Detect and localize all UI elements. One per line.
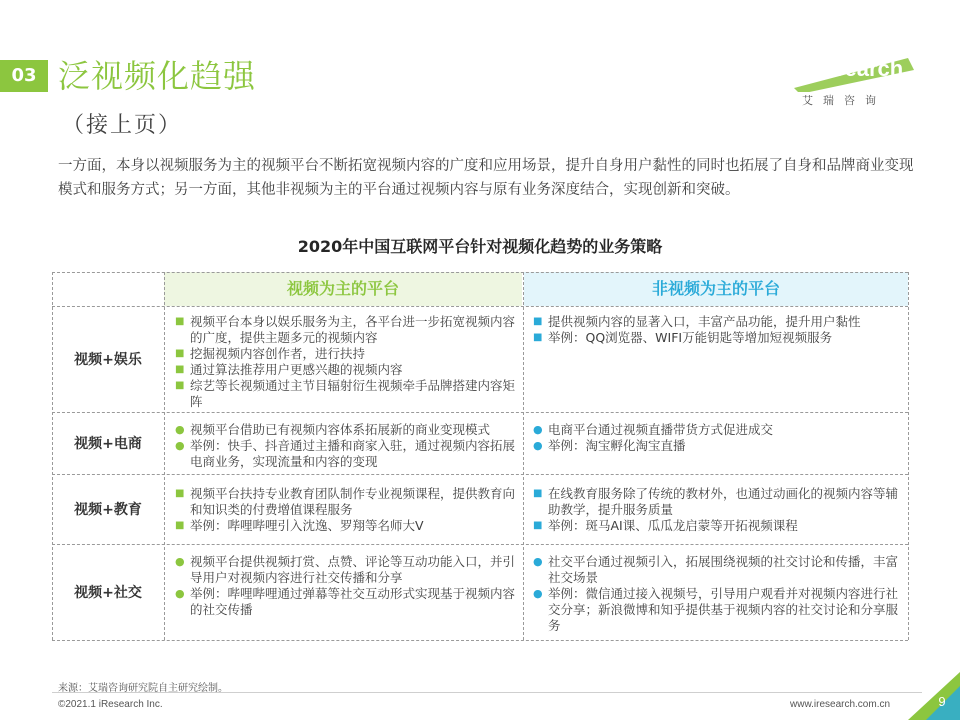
row-label-video-ecommerce: 视频+电商 [74, 436, 142, 452]
list-item: ● 视频平台借助已有视频内容体系拓展新的商业变现模式 [175, 422, 491, 437]
website-url: www.iresearch.com.cn [790, 699, 891, 710]
table-divider [52, 474, 908, 475]
list-item: ● 举例：微信通过接入视频号，引导用户观看并对视频内容进行社交分享；新浪微博和知乎提供基于视频内容的社交讨论和分享服务 [533, 586, 899, 633]
list-item: ■ 提供视频内容的显著入口，丰富产品功能，提升用户黏性 [533, 314, 861, 329]
intro-paragraph: 一方面，本身以视频服务为主的视频平台不断拓宽视频内容的广度和应用场景，提升自身用户黏性的同时也拓展了自身和品牌商业变现模式和服务方式；另一方面，其他非视频为主的平台通过视频内容与原有业务深度结合，实现创新和突破。 [58, 158, 914, 198]
list-item: ● 电商平台通过视频直播带货方式促进成交 [533, 422, 774, 437]
list-item: ■ 举例：哔哩哔哩引入沈逸、罗翔等名师大V [175, 518, 424, 533]
row-label-video-social: 视频+社交 [74, 585, 142, 601]
list-item: ■ 视频平台扶持专业教育团队制作专业视频课程，提供教育向和知识类的付费增值课程服务 [175, 486, 516, 517]
logo-chinese: 艾瑞咨询 [802, 94, 886, 107]
list-item: ■ 视频平台本身以娱乐服务为主，各平台进一步拓宽视频内容的广度，提供主题多元的视频内容 [175, 314, 516, 345]
list-item: ■ 综艺等长视频通过主节目辐射衍生视频牵手品牌搭建内容矩阵 [175, 378, 516, 409]
row-video-ecommerce-video-cell [174, 422, 516, 470]
source-note: 来源：艾瑞咨询研究院自主研究绘制。 [58, 683, 228, 694]
list-item: ● 举例：快手、抖音通过主播和商家入驻，通过视频内容拓展电商业务，实现流量和内容的变现 [175, 438, 516, 469]
row-label-video-education: 视频+教育 [74, 502, 142, 518]
page-title: 泛视频化趋强 [58, 57, 257, 95]
table-divider [523, 272, 524, 640]
page-number: 9 [938, 694, 946, 709]
list-item: ■ 举例：斑马AI课、瓜瓜龙启蒙等开拓视频课程 [533, 518, 798, 533]
copyright: ©2021.1 iResearch Inc. [58, 699, 163, 710]
table-divider [908, 272, 909, 640]
list-item: ■ 在线教育服务除了传统的教材外，也通过动画化的视频内容等辅助教学，提升服务质量 [533, 486, 899, 517]
row-video-social-video-cell [174, 554, 516, 618]
footer-divider [52, 692, 922, 693]
list-item: ● 举例：淘宝孵化淘宝直播 [533, 438, 686, 453]
column-header-video-platforms: 视频为主的平台 [164, 272, 522, 306]
row-video-entertainment-nonvideo-cell [532, 314, 902, 346]
row-video-education-video-cell [174, 486, 516, 534]
row-video-social-nonvideo-cell [532, 554, 902, 634]
list-item: ● 社交平台通过视频引入，拓展围绕视频的社交讨论和传播，丰富社交场景 [533, 554, 899, 585]
table-title: 2020年中国互联网平台针对视频化趋势的业务策略 [297, 237, 663, 256]
table-divider [164, 272, 165, 640]
list-item: ■ 挖掘视频内容创作者，进行扶持 [175, 346, 366, 361]
list-item: ■ 通过算法推荐用户更感兴趣的视频内容 [175, 362, 403, 377]
list-item: ■ 举例：QQ浏览器、WIFI万能钥匙等增加短视频服务 [533, 330, 833, 345]
row-video-entertainment-video-cell [174, 314, 516, 410]
table-divider [52, 412, 908, 413]
table-divider [52, 640, 908, 641]
section-number: 03 [0, 60, 48, 92]
row-video-ecommerce-nonvideo-cell [532, 422, 902, 454]
logo-wordmark: iResearch [798, 56, 904, 81]
table-divider [52, 272, 908, 273]
list-item: ● 视频平台提供视频打赏、点赞、评论等互动功能入口，并引导用户对视频内容进行社交传播和分享 [175, 554, 516, 585]
row-video-education-nonvideo-cell [532, 486, 902, 534]
strategy-table [52, 272, 908, 640]
list-item: ● 举例：哔哩哔哩通过弹幕等社交互动形式实现基于视频内容的社交传播 [175, 586, 516, 617]
row-label-video-entertainment: 视频+娱乐 [74, 352, 142, 368]
table-divider [52, 306, 908, 307]
page-subtitle: （接上页） [62, 113, 183, 138]
table-divider [52, 544, 908, 545]
column-header-non-video-platforms: 非视频为主的平台 [524, 272, 908, 306]
iresearch-logo [790, 52, 920, 112]
